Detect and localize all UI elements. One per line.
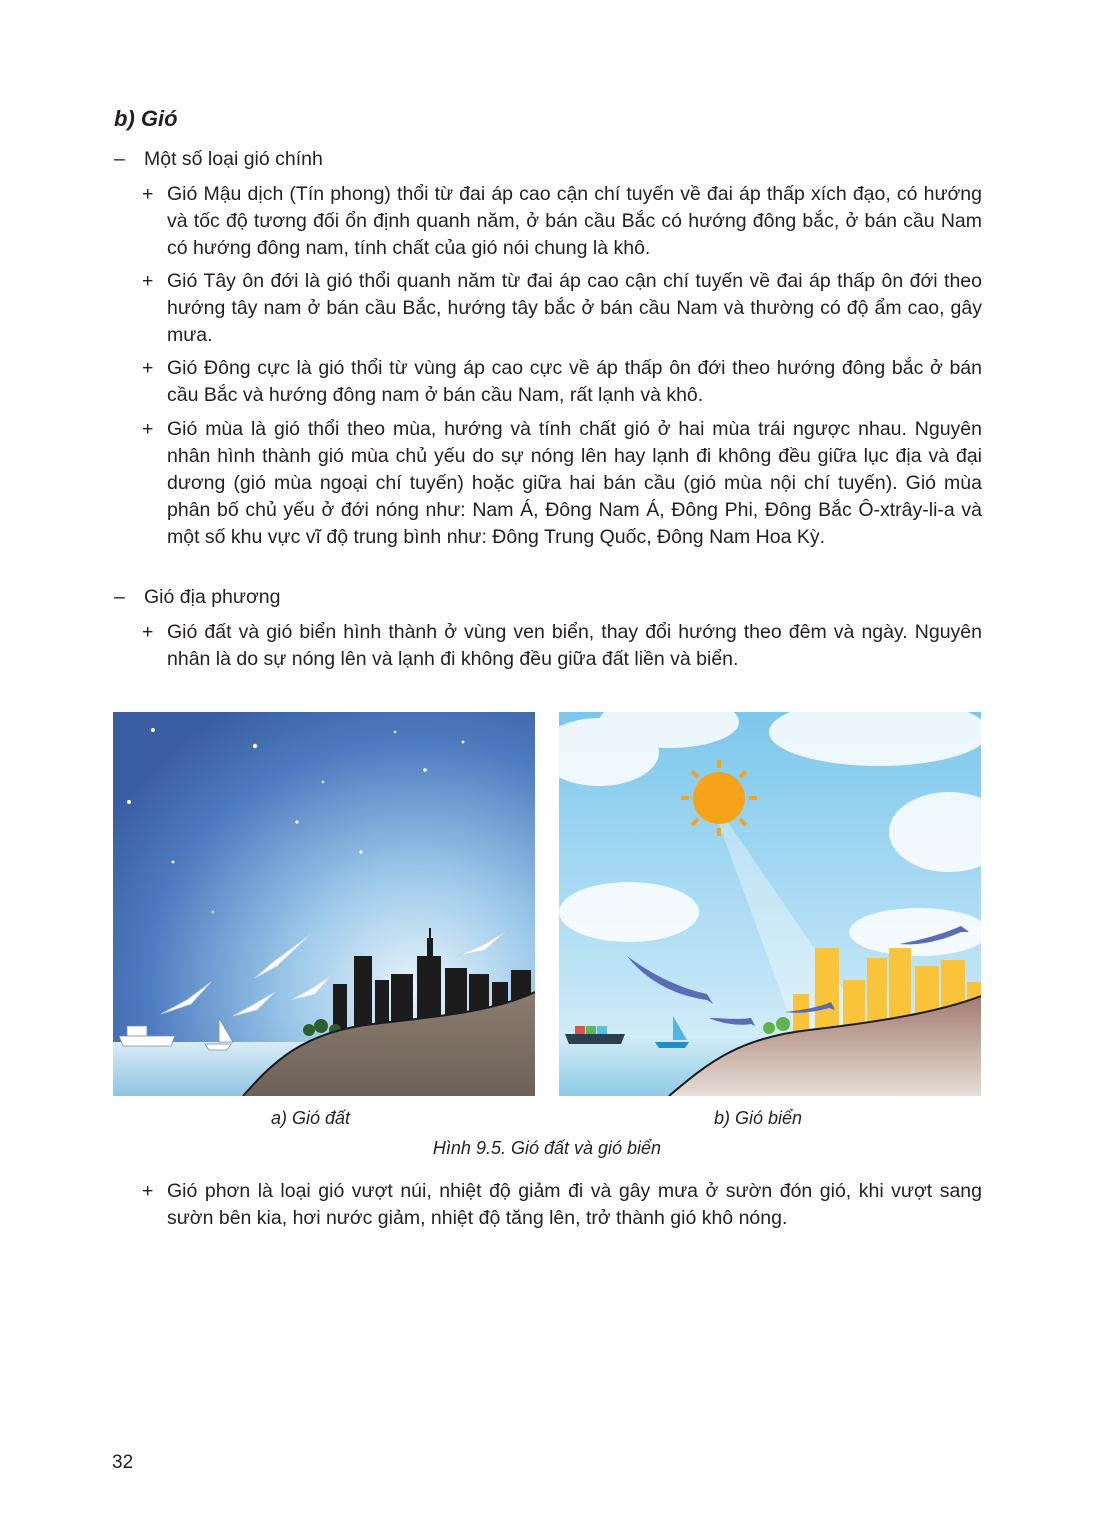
list-item-text: Gió mùa là gió thổi theo mùa, hướng và tính chất gió ở hai mùa trái ngược nhau. Nguyên nhân hình thành gió mùa chủ yếu do sự nóng lên hay lạnh đi không đều giữa lục địa và đại dương (gió mùa ngoại chí tuyến) hoặc giữa hai bán cầu (gió mùa nội chí tuyến). Gió mùa phân bố chủ yếu ở đới nóng như: Nam Á, Đông Nam Á, Đông Phi, Đông Bắc Ô-xtrây-li-a và một số khu vực vĩ độ trung bình như: Đông Trung Quốc, Đông Nam Hoa Kỳ. bbox=[167, 418, 982, 548]
list-item-text: Gió đất và gió biển hình thành ở vùng ven biển, thay đổi hướng theo đêm và ngày. Nguyên nhân là do sự nóng lên và lạnh đi không đều giữa đất liền và biển. bbox=[167, 621, 982, 670]
list-item bbox=[142, 416, 982, 551]
list-item bbox=[142, 355, 982, 409]
dash-bullet: – bbox=[114, 148, 125, 170]
list-item-text: Gió Mậu dịch (Tín phong) thổi từ đai áp cao cận chí tuyến về đai áp thấp xích đạo, có hướng và tốc độ tương đối ổn định quanh năm, ở bán cầu Bắc có hướng đông bắc, ở bán cầu Nam có hướng đông nam, tính chất của gió nói chung là khô. bbox=[167, 183, 982, 259]
list-item bbox=[142, 1178, 982, 1232]
figure-caption-b: b) Gió biển bbox=[714, 1108, 803, 1128]
plus-bullet: + bbox=[142, 1180, 154, 1202]
list-item-text: Gió địa phương bbox=[144, 586, 281, 608]
list-item-text: Gió phơn là loại gió vượt núi, nhiệt độ giảm đi và gây mưa ở sườn đón gió, khi vượt sang sườn bên kia, hơi nước giảm, nhiệt độ tăng lên, trở thành gió khô nóng. bbox=[167, 1180, 982, 1229]
figure-caption: Hình 9.5. Gió đất và gió biển bbox=[432, 1138, 662, 1158]
list-item bbox=[142, 268, 982, 349]
figure-sea-breeze bbox=[559, 712, 981, 1096]
plus-bullet: + bbox=[142, 357, 154, 379]
figure-caption-a: a) Gió đất bbox=[271, 1108, 351, 1128]
plus-bullet: + bbox=[142, 270, 154, 292]
list-item bbox=[142, 619, 982, 673]
plus-bullet: + bbox=[142, 621, 154, 643]
dash-bullet: – bbox=[114, 586, 125, 608]
section-heading: b) Gió bbox=[114, 106, 178, 131]
list-item-text: Gió Tây ôn đới là gió thổi quanh năm từ đai áp cao cận chí tuyến về đai áp thấp ôn đới theo hướng tây nam ở bán cầu Bắc, hướng tây bắc ở bán cầu Nam và thường có độ ẩm cao, gây mưa. bbox=[167, 270, 982, 346]
page-number: 32 bbox=[112, 1452, 134, 1473]
list-item-text: Gió Đông cực là gió thổi từ vùng áp cao cực về áp thấp ôn đới theo hướng đông bắc ở bán cầu Bắc và hướng đông nam ở bán cầu Nam, rất lạnh và khô. bbox=[167, 357, 982, 406]
plus-bullet: + bbox=[142, 183, 154, 205]
list-item-text: Một số loại gió chính bbox=[144, 148, 323, 170]
figure-land-breeze bbox=[113, 712, 535, 1096]
plus-bullet: + bbox=[142, 418, 154, 440]
list-item bbox=[142, 181, 982, 262]
